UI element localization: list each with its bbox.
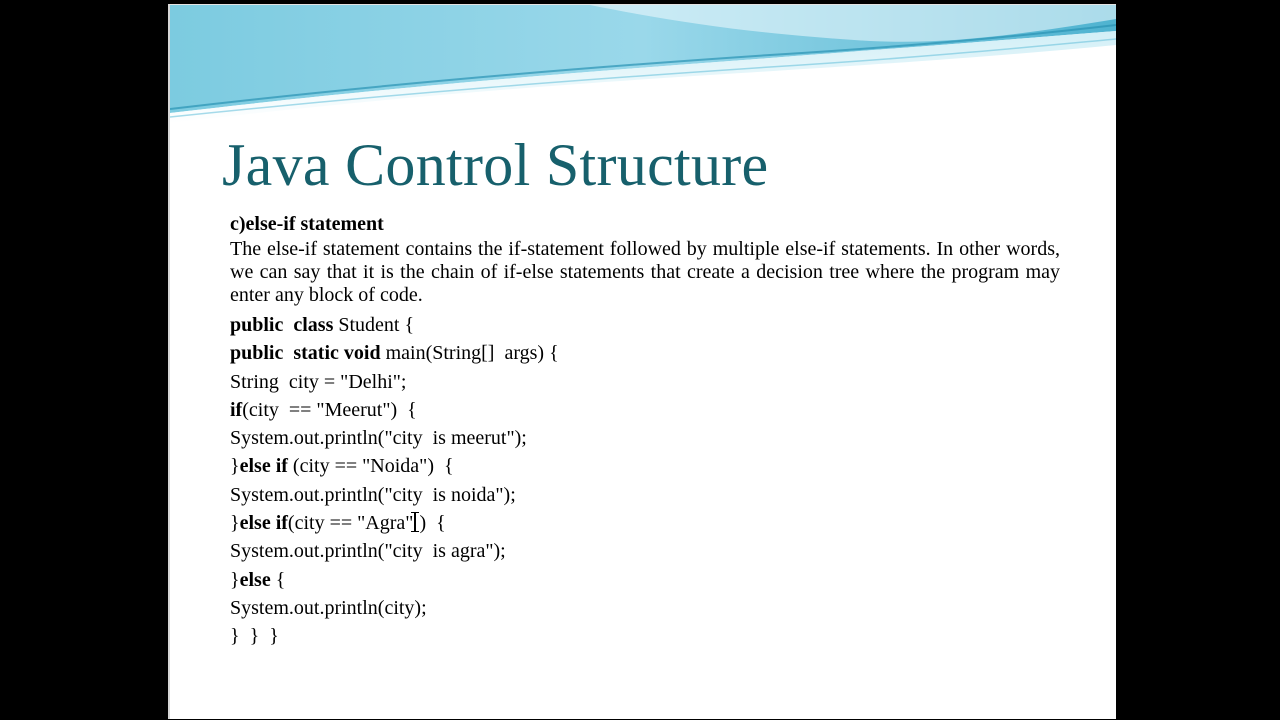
code-line-10 — [230, 566, 1070, 594]
keyword: else — [239, 455, 271, 478]
code-line-8 — [230, 509, 1070, 537]
code-line-2 — [230, 339, 1070, 367]
code-line-6 — [230, 452, 1070, 480]
code-text: (city == "Meerut") { — [242, 398, 417, 421]
keyword: if — [230, 398, 243, 421]
text-cursor-icon — [411, 512, 419, 532]
code-text: Student { — [338, 314, 415, 336]
keyword: if — [275, 455, 288, 478]
code-line-11 — [230, 594, 1070, 622]
code-line-9 — [230, 537, 1070, 565]
slide-title: Java Control Structure — [222, 132, 769, 198]
section-subheading: c)else-if statement — [230, 213, 384, 235]
code-line-7 — [230, 481, 1070, 509]
keyword: else — [239, 512, 271, 535]
code-text: System.out.println("city is meerut"); — [230, 427, 527, 450]
keyword: static — [293, 342, 339, 365]
presentation-slide — [168, 4, 1116, 719]
code-text: (city == "Agra" — [287, 512, 414, 535]
keyword: if — [275, 512, 288, 535]
code-block — [230, 311, 1070, 651]
description-paragraph: The else-if statement contains the if-statement followed by multiple else-if statements. In other words, we can say that it is the chain of if-else statements that create a decision tree where the program may enter any block of code. — [230, 238, 1060, 306]
code-line-1 — [230, 311, 1070, 339]
code-text: System.out.println(city); — [230, 596, 427, 619]
code-text: System.out.println("city is agra"); — [230, 540, 506, 563]
code-line-3 — [230, 368, 1070, 396]
code-text: System.out.println("city is noida"); — [230, 483, 516, 506]
code-text: ) { — [419, 512, 446, 535]
code-line-4 — [230, 396, 1070, 424]
code-text: main(String[] args) { — [385, 342, 559, 365]
code-brace: } — [230, 455, 240, 478]
code-text: } } } — [230, 625, 279, 648]
code-text: (city == "Noida") { — [292, 455, 454, 478]
code-line-12 — [230, 622, 1070, 650]
keyword: public — [230, 342, 284, 365]
keyword: public — [230, 314, 284, 336]
keyword: class — [293, 314, 334, 336]
code-line-5 — [230, 424, 1070, 452]
keyword: else — [239, 568, 271, 591]
code-text: String city = "Delhi"; — [230, 370, 407, 393]
slide-wave-decoration — [170, 5, 1116, 125]
code-brace: } — [230, 512, 240, 535]
keyword: void — [343, 342, 381, 365]
code-brace: } — [230, 568, 240, 591]
code-text: { — [275, 568, 286, 591]
slide-body — [230, 210, 1070, 651]
